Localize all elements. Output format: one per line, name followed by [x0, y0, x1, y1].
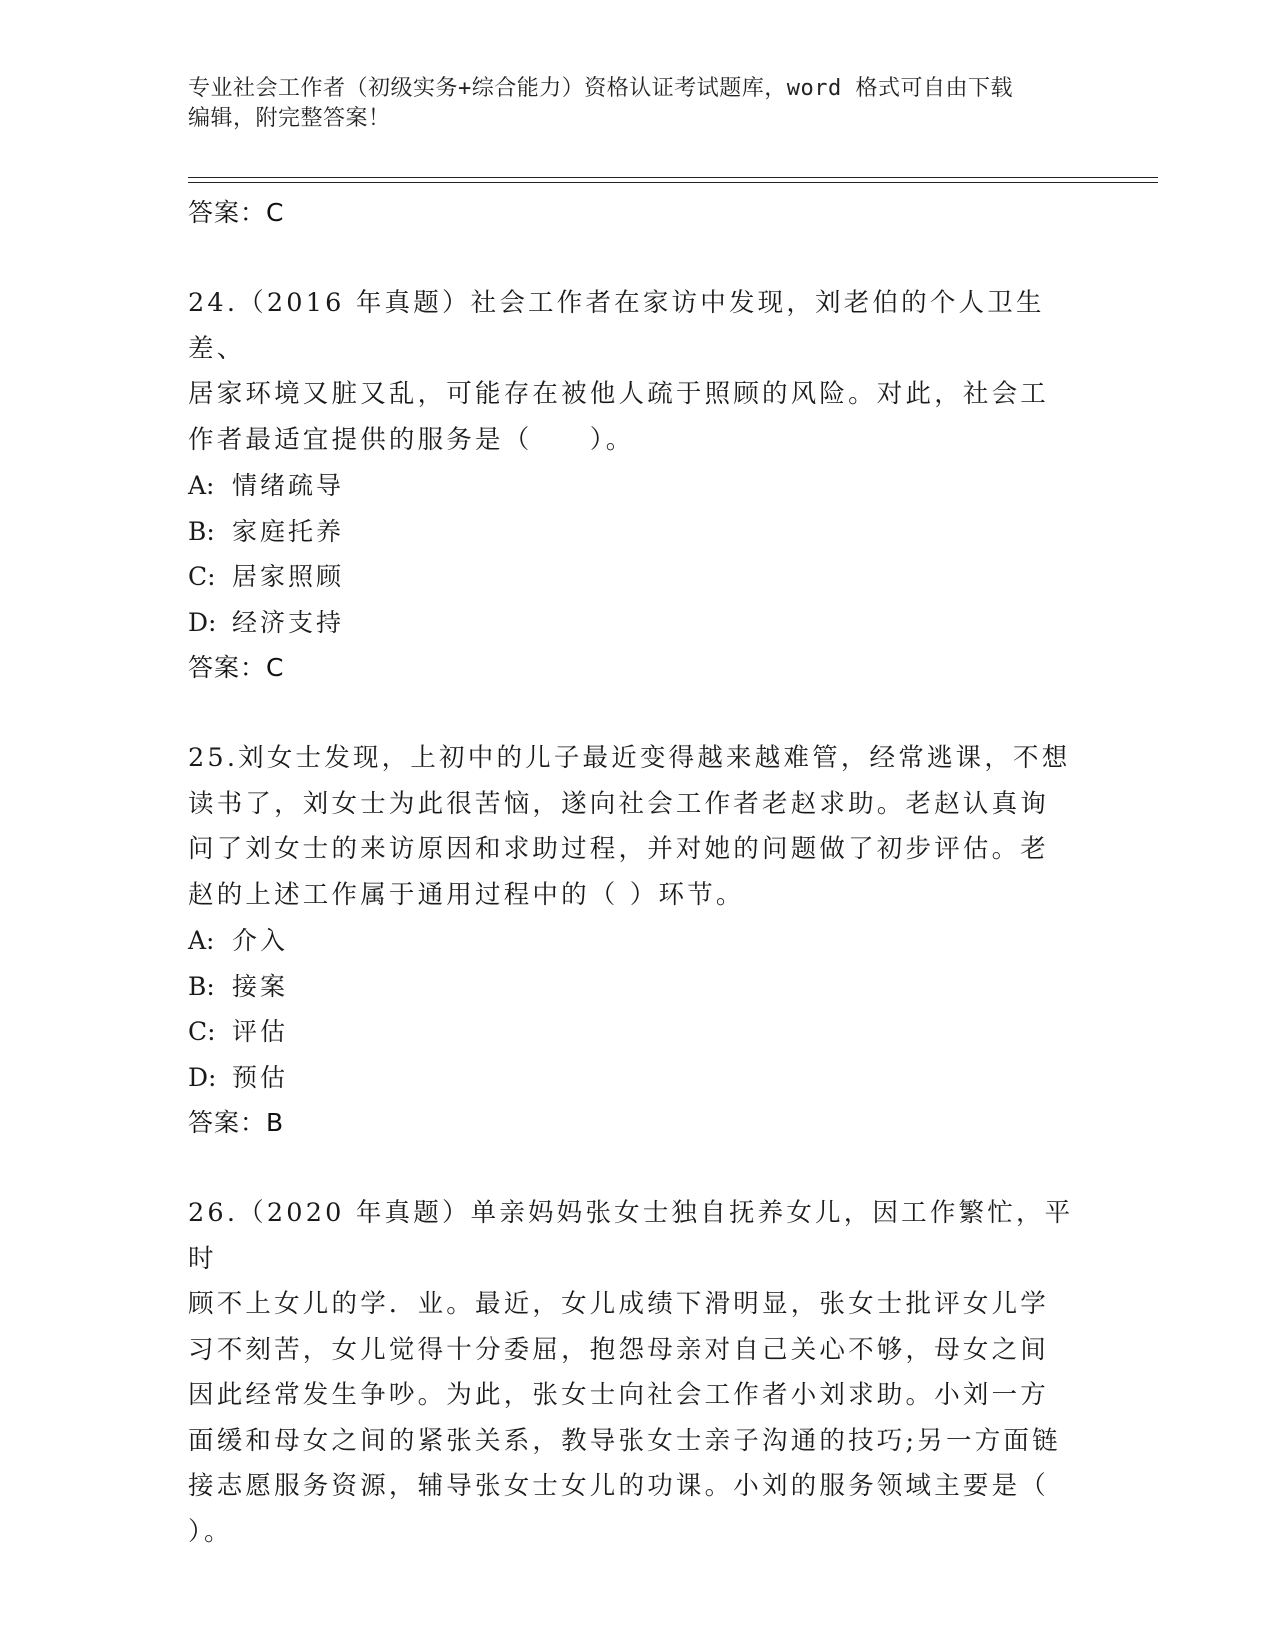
question-line: 读书了，刘女士为此很苦恼，遂向社会工作者老赵求助。老赵认真询 [188, 788, 1050, 819]
option-text: 居家照顾 [232, 562, 345, 591]
question-line: 作者最适宜提供的服务是（ ）。 [188, 424, 635, 455]
question-line: 因此经常发生争吵。为此，张女士向社会工作者小刘求助。小刘一方 [188, 1380, 1050, 1410]
header-line-2: 编辑，附完整答案！ [188, 106, 391, 131]
option-letter: D: [188, 1062, 217, 1092]
option-text: 预估 [232, 1062, 289, 1092]
option-c [188, 1009, 1088, 1055]
document-body [188, 190, 1088, 1555]
answer-line: 答案：C [188, 198, 285, 227]
spacer [188, 235, 1088, 281]
option-text: 介入 [232, 926, 289, 955]
question-line: 居家环境又脏又乱，可能存在被他人疏于照顾的风险。对此，社会工 [188, 379, 1050, 409]
header-line-1: 专业社会工作者（初级实务+综合能力）资格认证考试题库，word 格式可自由下载 [188, 76, 1013, 101]
answer-line: 答案：B [188, 1108, 285, 1137]
option-d [188, 1055, 1088, 1101]
question-line: 面缓和母女之间的紧张关系，教导张女士亲子沟通的技巧;另一方面链 [188, 1425, 1061, 1456]
option-a [188, 463, 1088, 509]
option-a [188, 918, 1088, 964]
question-line: 26.（2020 年真题）单亲妈妈张女士独自抚养女儿，因工作繁忙，平时 [188, 1198, 1074, 1274]
option-letter: C: [188, 562, 216, 591]
question-line: 习不刻苦，女儿觉得十分委屈，抱怨母亲对自己关心不够，母女之间 [188, 1334, 1050, 1365]
question-line: 24.（2016 年真题）社会工作者在家访中发现，刘老伯的个人卫生差、 [188, 288, 1045, 364]
option-b [188, 964, 1088, 1010]
question-line: ）。 [188, 1516, 233, 1547]
option-text: 情绪疏导 [232, 471, 345, 500]
header-rule-bottom [188, 182, 1158, 183]
question-line: 25.刘女士发现，上初中的儿子最近变得越来越难管，经常逃课，不想 [188, 743, 1071, 773]
option-letter: A: [188, 926, 215, 955]
question-line: 接志愿服务资源，辅导张女士女儿的功课。小刘的服务领域主要是（ [188, 1471, 1050, 1501]
spacer [188, 1145, 1088, 1191]
option-d [188, 600, 1088, 646]
option-letter: C: [188, 1017, 216, 1046]
question-block [188, 1191, 1088, 1555]
option-text: 评估 [232, 1017, 289, 1046]
header-rule-top [188, 177, 1158, 178]
spacer [188, 690, 1088, 736]
option-text: 接案 [232, 971, 289, 1001]
option-letter: B: [188, 971, 215, 1001]
option-c [188, 554, 1088, 600]
option-letter: D: [188, 607, 217, 637]
option-text: 经济支持 [232, 607, 345, 637]
option-letter: A: [188, 471, 215, 500]
question-line: 问了刘女士的来访原因和求助过程，并对她的问题做了初步评估。老 [188, 834, 1050, 864]
document-header [188, 74, 1088, 134]
question-line: 赵的上述工作属于通用过程中的（ ）环节。 [188, 879, 745, 910]
option-text: 家庭托养 [232, 516, 345, 546]
option-letter: B: [188, 516, 215, 546]
question-line: 顾不上女儿的学．业。最近，女儿成绩下滑明显，张女士批评女儿学 [188, 1289, 1050, 1319]
answer-line: 答案：C [188, 653, 285, 682]
question-block [188, 736, 1088, 1145]
option-b [188, 509, 1088, 555]
question-block [188, 281, 1088, 690]
